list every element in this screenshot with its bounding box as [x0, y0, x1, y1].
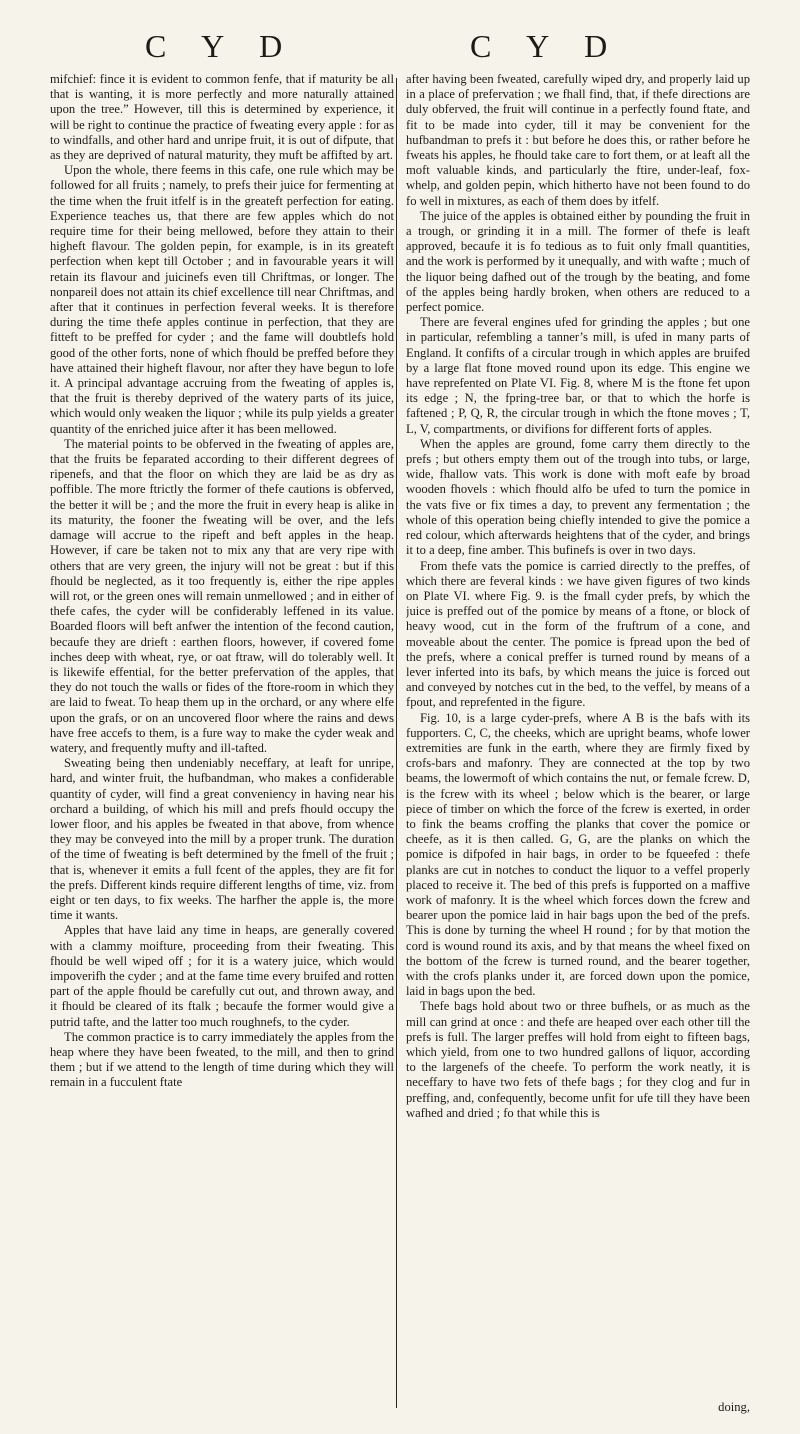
paragraph: From thefe vats the pomice is carried directly to the preffes, of which there are feveral kinds : we have given figures of two kinds on Plate VI. where Fig. 9. is the fmall cyder prefs, by which the juice is preffed out of the pomice by means of a ftone, or block of heavy wood, cut in the form of the fruftrum of a cone, and moveable about the center. The pomice is fpread upon the bed of the prefs, where a conical preffer is turned round by means of a lever inferted into its bafs, by which means the juice is forced out and conveyed by notches cut in the bed, to the veffel, by means of a fpout, and reprefented in the figure.	[406, 558, 750, 710]
paragraph: after having been fweated, carefully wiped dry, and properly laid up in a place of prefervation ; we fhall find, that, if thefe directions are duly obferved, the fruit will continue in a perfectly found ftate, and fit to be made into cyder, till it may be convenient for the hufbandman to prefs it : but before he does this, or rather before he fweats his apples, he fhould take care to fort them, or at leaft all the moft valuable kinds, and particularly the ftire, under-leaf, fox-whelp, and golden pepin, which hitherto have not been found to do fo well in mixtures, as each of them does by itfelf.	[406, 72, 750, 208]
paragraph: The common practice is to carry immediately the apples from the heap where they have been fweated, to the mill, and then to grind them ; but if we attend to the length of time during which they will remain in a fucculent ftate	[50, 1029, 394, 1090]
paragraph: Fig. 10, is a large cyder-prefs, where A B is the bafs with its fupporters. C, C, the cheeks, which are upright beams, whofe lower extremities are funk in the earth, where they are firmly fixed by crofs-bars and mafonry. They are connected at the top by two beams, the lowermoft of which contains the nut, or female fcrew. D, is the fcrew with its wheel ; below which is the bearer, or large piece of timber on which the force of the fcrew is exerted, in order to fink the beams croffing the planks that cover the pomice or cheefe, as it is then called. G, G, are the planks on which the pomice is difpofed in hair bags, in order to be fqueefed : thefe planks are cut in notches to conduct the liquor to a veffel properly placed to receive it. The bed of this prefs is fupported on a maffive work of mafonry. It is the wheel which forces down the fcrew and bearer upon the pomice laid in hair bags upon the bed of the prefs. This is done by turning the wheel H round ; for by that motion the cord is wound round its axis, and by that means the wheel fixed on the bottom of the fcrew is turned round, and the bearer together, with the crofs planks under it, are forced down upon the pomice, laid in bags upon the bed.	[406, 710, 750, 999]
paragraph: Upon the whole, there feems in this cafe, one rule which may be followed for all fruits ; namely, to prefs their juice for fermenting at the time when the fruit itfelf is in the greateft perfection for eating. Experience teaches us, that there are few apples which do not require time for their being mellowed, before they attain to their higheft flavour. The golden pepin, for example, is in its greateft perfection when kept till October ; and in favourable years it will retain its flavour and juicinefs even till Chriftmas, or longer. The nonpareil does not attain its chief excellence till near Chriftmas, and after that it continues in perfection feveral weeks. It is therefore during the time thefe apples continue in perfection, that they are fitteft to be preffed for cyder ; and the fame will doubtlefs hold good of the other forts, none of which fhould be preffed before they have attained their higheft flavour, nor after they have begun to lofe it. A principal advantage accruing from the fweating of apples is, that the fruit is thereby deprived of the watery parts of its juice, which would only weaken the liquor ; while its pulp yields a greater quantity of the enriched juice after it has been mellowed.	[50, 163, 394, 436]
paragraph: mifchief: fince it is evident to common fenfe, that if maturity be all that is wanting, it is more perfectly and more naturally attained upon the tree.” However, till this is determined by experience, it will be right to continue the practice of fweating every apple : for as to windfalls, and other hard and unripe fruit, it is out of difpute, that as they are deprived of natural maturity, they muft be affifted by art.	[50, 72, 394, 163]
catchword: doing,	[718, 1399, 750, 1414]
paragraph: Thefe bags hold about two or three bufhels, or as much as the mill can grind at once : and thefe are heaped over each other till the prefs is full. The larger preffes will hold from eight to fifteen bags, which yield, from one to two hundred gallons of liquor, according to the largenefs of the cheefe. To perform the work neatly, it is neceffary to have two fets of thefe bags ; for they clog and fur in preffing, and, confequently, become unfit for ufe till they have been wafhed and dried ; fo that while this is	[406, 999, 750, 1120]
column-divider	[396, 78, 397, 1408]
paragraph: There are feveral engines ufed for grinding the apples ; but one in particular, refembling a tanner’s mill, is ufed in many parts of England. It confifts of a circular trough in which apples are bruifed by a large flat ftone moved round upon its edge. This engine we have reprefented on Plate VI. Fig. 8, where M is the ftone fet upon its edge ; N, the fpring-tree bar, or that to which the horfe is faftened ; P, Q, R, the circular trough in which the ftone moves ; T, L, V, compartments, or divifions for different forts of apples.	[406, 315, 750, 436]
paragraph: Apples that have laid any time in heaps, are generally covered with a clammy moifture, proceeding from their fweating. This fhould be well wiped off ; for it is a watery juice, which would impoverifh the cyder ; and at the fame time every bruifed and rotten part of the apple fhould be carefully cut out, and thrown away, and it fhould be cleared of its ftalk ; becaufe the former would give a putrid tafte, and the latter too much roughnefs, to the cyder.	[50, 923, 394, 1029]
left-column	[50, 72, 394, 1417]
right-column	[406, 72, 750, 1417]
paragraph: The juice of the apples is obtained either by pounding the fruit in a trough, or grinding it in a mill. The former of thefe is leaft approved, becaufe it is fo tedious as to fuit only fmall quantities, and the work is performed by it unequally, and with wafte ; much of the liquor being dafhed out of the trough by the beating, and fome of the apples being hardly broken, when others are reduced to a perfect pomice.	[406, 208, 750, 315]
paragraph: Sweating being then undeniably neceffary, at leaft for unripe, hard, and winter fruit, the hufbandman, who makes a confiderable quantity of cyder, will find a great conveniency in having near his orchard a building, of which his mill and prefs fhould occupy the lower floor, and his apples be fweated in that above, from whence they may be conveyed into the mill by a proper trunk. The duration of the time of fweating is beft determined by the fmell of the fruit ; that is, whenever it emits a full fcent of the apples, they are fit for the prefs. Different kinds require different lengths of time, viz. from eight or ten days, to fix weeks. The harfher the apple is, the more time it wants.	[50, 756, 394, 923]
paragraph: The material points to be obferved in the fweating of apples are, that the fruits be feparated according to their different degrees of ripenefs, and that the floor on which they are laid be as dry as poffible. The more ftrictly the former of thefe cautions is obferved, the better it will be ; and the more the fruit in every heap is alike in its maturity, the fooner the fweating will be over, and the lefs damage will accrue to the ripeft and beft apples in the heap. However, if care be taken not to mix any that are very ripe with others that are very green, the injury will not be great : but if this fhould be neglected, as it too frequently is, either the ripe apples will rot, or the green ones will remain unmellowed ; and in either of thefe cafes, the cyder will be confiderably leffened in its value. Boarded floors will beft anfwer the intention of the fecond caution, becaufe they are drieft : earthen floors, however, if covered fome inches deep with wheat, rye, or oat ftraw, will do tolerably well. It is likewife effential, for the better prefervation of the apples, that they do not touch the walls or fides of the ftore-room in which they are laid to fweat. To heap them up in the orchard, or any where elfe upon the grafs, or on an uncovered floor where the rains and dews have free accefs to them, is a fure way to make the cyder weak and watery, and frequently mufty and ill-tafted.	[50, 436, 394, 755]
paragraph: When the apples are ground, fome carry them directly to the prefs ; but others empty them out of the trough into tubs, or large, wide, fhallow vats. This work is done with moft eafe by broad wooden fhovels : which fhould alfo be ufed to turn the pomice in the vats five or fix times a day, to prevent any fermentation ; the whole of this operation being chiefly intended to give the pomice a red colour, which afterwards heightens that of the cyder, and brings it to a deep, fine amber. This bufinefs is over in two days.	[406, 436, 750, 558]
running-head-left: C Y D	[145, 28, 297, 64]
running-head-right: C Y D	[470, 28, 622, 64]
